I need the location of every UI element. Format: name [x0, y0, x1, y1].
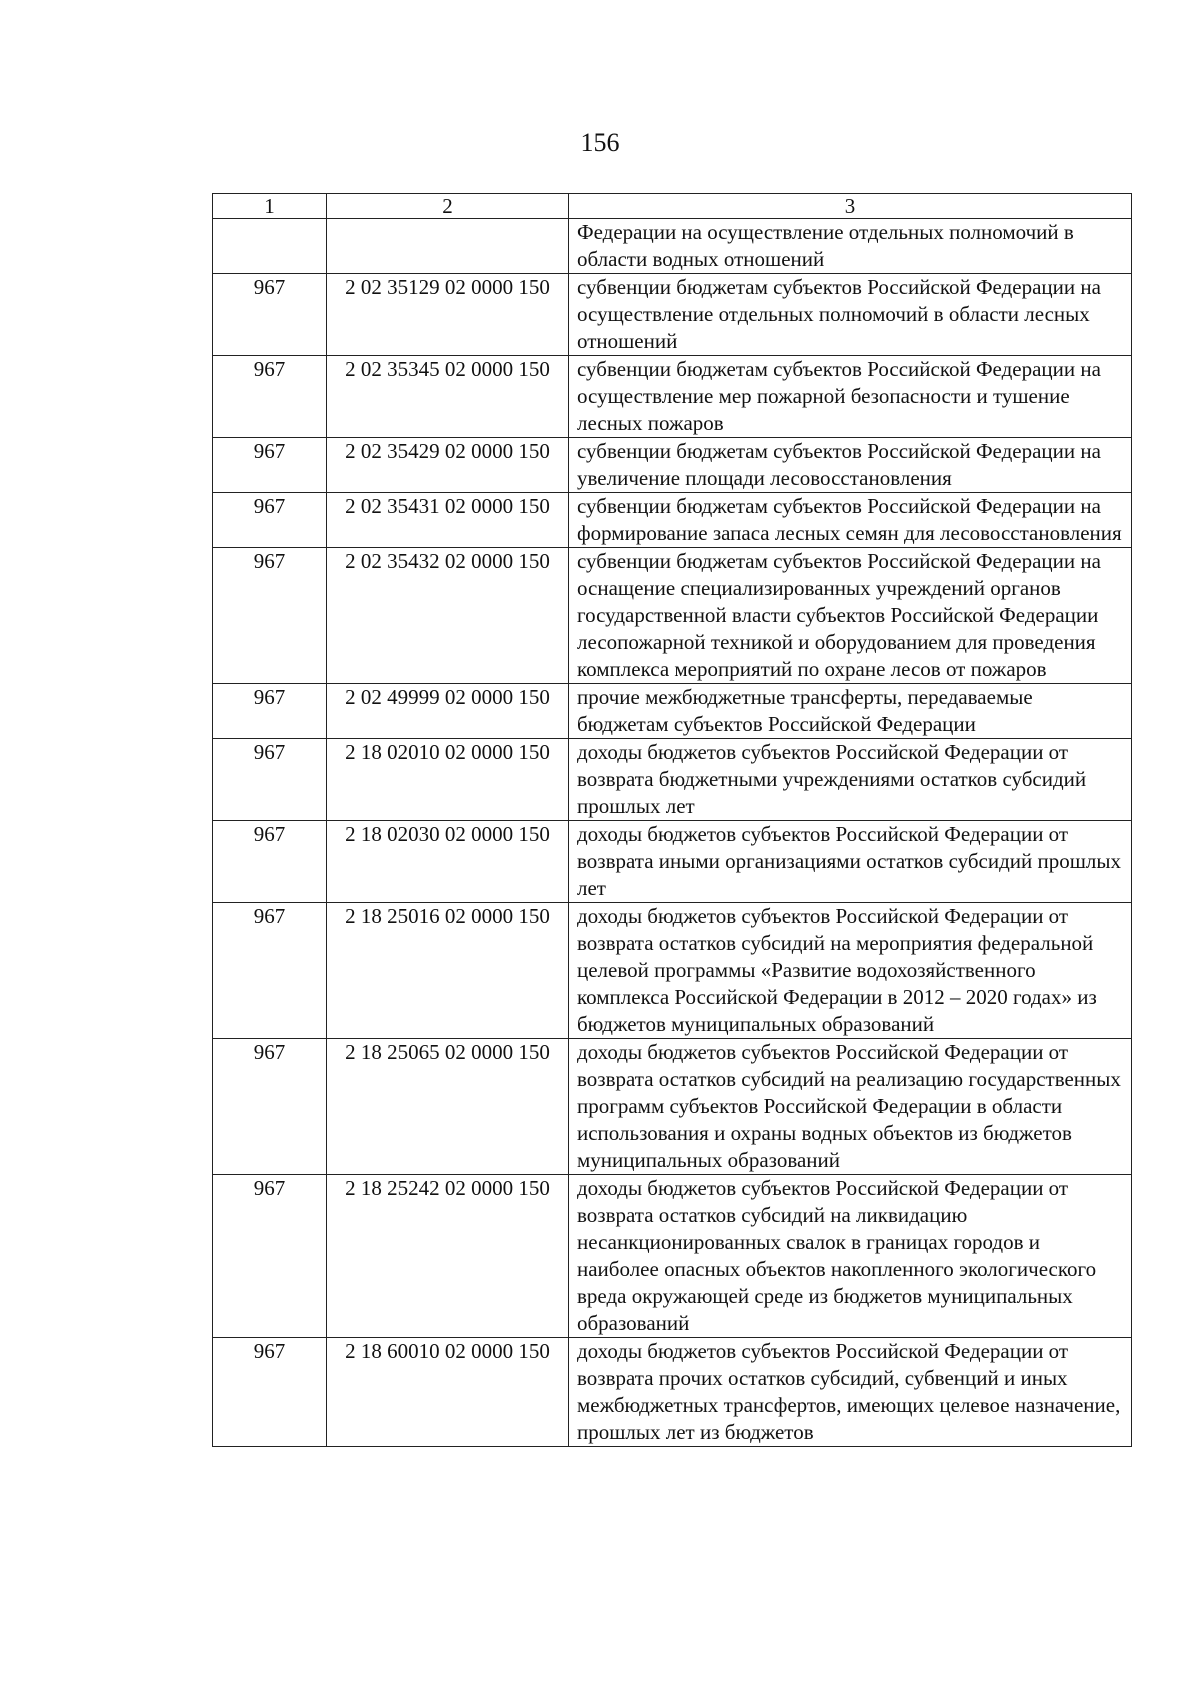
column-header-2: 2: [327, 194, 569, 219]
description-cell: доходы бюджетов субъектов Российской Федерации от возврата иными организациями остатков субсидий прошлых лет: [569, 821, 1132, 903]
admin-code-cell: 967: [213, 548, 327, 684]
description-cell: доходы бюджетов субъектов Российской Федерации от возврата бюджетными учреждениями остатков субсидий прошлых лет: [569, 739, 1132, 821]
admin-code-cell: 967: [213, 821, 327, 903]
budget-code-cell: 2 18 25016 02 0000 150: [327, 903, 569, 1039]
description-cell: доходы бюджетов субъектов Российской Федерации от возврата остатков субсидий на ликвидацию несанкционированных свалок в границах городов и наиболее опасных объектов накопленного экологического вреда окружающей среде из бюджетов муниципальных образований: [569, 1175, 1132, 1338]
admin-code-cell: 967: [213, 438, 327, 493]
table-row: [213, 739, 1132, 821]
budget-code-cell: 2 18 60010 02 0000 150: [327, 1338, 569, 1447]
description-cell: доходы бюджетов субъектов Российской Федерации от возврата прочих остатков субсидий, субвенций и иных межбюджетных трансфертов, имеющих целевое назначение, прошлых лет из бюджетов: [569, 1338, 1132, 1447]
admin-code-cell: 967: [213, 1338, 327, 1447]
table-row: [213, 1039, 1132, 1175]
table-row: [213, 438, 1132, 493]
description-cell: прочие межбюджетные трансферты, передаваемые бюджетам субъектов Российской Федерации: [569, 684, 1132, 739]
budget-code-cell: 2 18 02030 02 0000 150: [327, 821, 569, 903]
budget-code-cell: 2 02 35129 02 0000 150: [327, 274, 569, 356]
table-header-row: [213, 194, 1132, 219]
table-row: [213, 548, 1132, 684]
admin-code-cell: 967: [213, 274, 327, 356]
table-row: [213, 903, 1132, 1039]
description-cell: субвенции бюджетам субъектов Российской Федерации на формирование запаса лесных семян для лесовосстановления: [569, 493, 1132, 548]
description-cell: Федерации на осуществление отдельных полномочий в области водных отношений: [569, 219, 1132, 274]
description-cell: субвенции бюджетам субъектов Российской Федерации на осуществление мер пожарной безопасности и тушение лесных пожаров: [569, 356, 1132, 438]
admin-code-cell: 967: [213, 493, 327, 548]
admin-code-cell: 967: [213, 903, 327, 1039]
budget-code-cell: 2 02 35429 02 0000 150: [327, 438, 569, 493]
admin-code-cell: [213, 219, 327, 274]
budget-code-cell: 2 18 25065 02 0000 150: [327, 1039, 569, 1175]
budget-code-cell: 2 18 02010 02 0000 150: [327, 739, 569, 821]
table-row: [213, 356, 1132, 438]
description-cell: субвенции бюджетам субъектов Российской Федерации на увеличение площади лесовосстановления: [569, 438, 1132, 493]
table-body: [213, 194, 1132, 1447]
description-cell: субвенции бюджетам субъектов Российской Федерации на оснащение специализированных учреждений органов государственной власти субъектов Российской Федерации лесопожарной техникой и оборудованием для проведения комплекса мероприятий по охране лесов от пожаров: [569, 548, 1132, 684]
description-cell: доходы бюджетов субъектов Российской Федерации от возврата остатков субсидий на реализацию государственных программ субъектов Российской Федерации в области использования и охраны водных объектов из бюджетов муниципальных образований: [569, 1039, 1132, 1175]
description-cell: доходы бюджетов субъектов Российской Федерации от возврата остатков субсидий на мероприятия федеральной целевой программы «Развитие водохозяйственного комплекса Российской Федерации в 2012 – 2020 годах» из бюджетов муниципальных образований: [569, 903, 1132, 1039]
admin-code-cell: 967: [213, 1175, 327, 1338]
admin-code-cell: 967: [213, 1039, 327, 1175]
table-row: [213, 684, 1132, 739]
page-number: 156: [580, 128, 620, 157]
budget-code-cell: 2 02 49999 02 0000 150: [327, 684, 569, 739]
column-header-1: 1: [213, 194, 327, 219]
budget-code-cell: 2 02 35432 02 0000 150: [327, 548, 569, 684]
admin-code-cell: 967: [213, 739, 327, 821]
revenue-codes-table: [212, 193, 1132, 1447]
column-header-3: 3: [569, 194, 1132, 219]
budget-code-cell: 2 02 35345 02 0000 150: [327, 356, 569, 438]
admin-code-cell: 967: [213, 684, 327, 739]
table-row: [213, 493, 1132, 548]
budget-code-cell: 2 02 35431 02 0000 150: [327, 493, 569, 548]
table-row: [213, 821, 1132, 903]
budget-code-cell: 2 18 25242 02 0000 150: [327, 1175, 569, 1338]
table-row: [213, 219, 1132, 274]
table-row: [213, 1338, 1132, 1447]
table-row: [213, 274, 1132, 356]
description-cell: субвенции бюджетам субъектов Российской Федерации на осуществление отдельных полномочий в области лесных отношений: [569, 274, 1132, 356]
table-row: [213, 1175, 1132, 1338]
admin-code-cell: 967: [213, 356, 327, 438]
budget-code-cell: [327, 219, 569, 274]
